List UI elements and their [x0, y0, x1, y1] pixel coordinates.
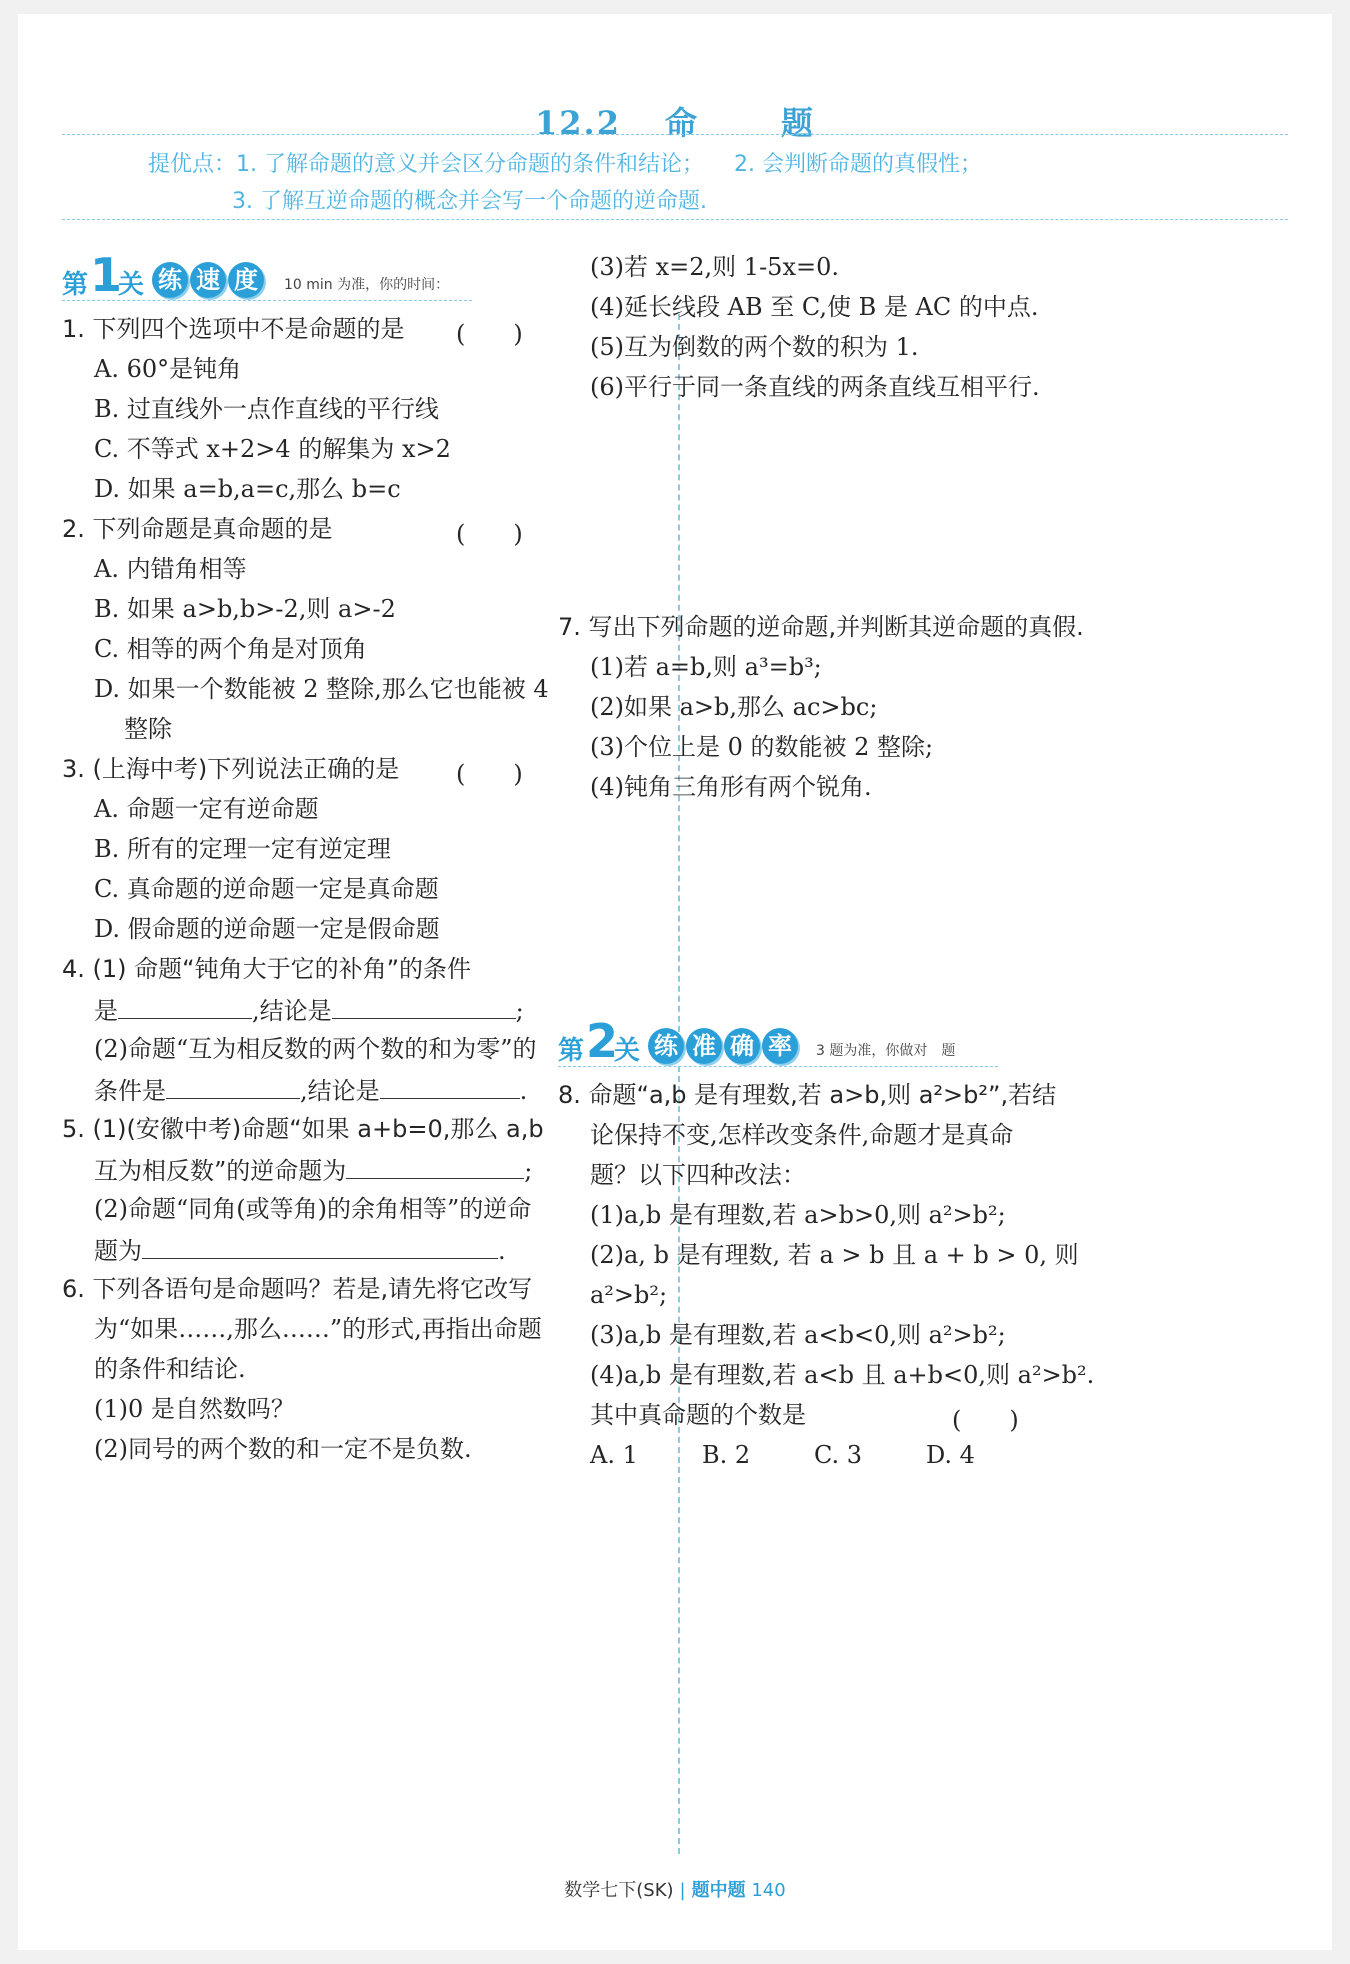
- q7-item-2: (2)如果 a>b,那么 ac>bc;: [590, 693, 878, 721]
- q4-text-d: 条件是: [94, 1077, 166, 1105]
- stage-1-bubble-3: 度: [228, 262, 264, 298]
- q5-blank-converse[interactable]: [346, 1154, 524, 1179]
- q8-option-b: B. 2: [702, 1441, 751, 1469]
- q8-option-d: D. 4: [926, 1441, 975, 1469]
- q2-option-d: D. 如果一个数能被 2 整除,那么它也能被 4: [94, 675, 549, 703]
- q6-item-1: (1)0 是自然数吗？: [94, 1395, 295, 1423]
- question-8: 8. 命题“a,b 是有理数,若 a>b,则 a²>b²”,若结: [558, 1081, 1057, 1109]
- q8-item-3: (3)a,b 是有理数,若 a<b<0,则 a²>b²;: [590, 1321, 1006, 1349]
- q4-blank-condition[interactable]: [118, 994, 252, 1019]
- question-3: 3. (上海中考)下列说法正确的是: [62, 755, 400, 783]
- page: [18, 14, 1332, 1950]
- goals-line-1: [148, 147, 982, 178]
- q6-line-3: 的条件和结论.: [94, 1355, 246, 1383]
- q1-answer-paren: ( ): [456, 320, 523, 348]
- q8-option-a: A. 1: [590, 1441, 638, 1469]
- footer-brand: 题中题: [691, 1880, 746, 1901]
- q4-line-2: [94, 994, 524, 1026]
- q5-line-3: (2)命题“同角(或等角)的余角相等”的逆命: [94, 1195, 532, 1223]
- q8-item-2: (2)a, b 是有理数, 若 a > b 且 a + b > 0, 则: [590, 1241, 1079, 1269]
- q7-item-4: (4)钝角三角形有两个锐角.: [590, 773, 872, 801]
- goals-label: 提优点：: [148, 152, 237, 177]
- q3-option-d: D. 假命题的逆命题一定是假命题: [94, 915, 440, 943]
- footer-separator: |: [679, 1880, 686, 1901]
- q5-text-d: .: [498, 1237, 506, 1265]
- q8-line-2: 论保持不变,怎样改变条件,命题才是真命: [590, 1121, 1014, 1149]
- q4-text-c: ;: [515, 997, 524, 1025]
- title-char-1: 命: [664, 104, 699, 142]
- q8-answer-paren: ( ): [952, 1406, 1019, 1434]
- q4-blank-conclusion[interactable]: [332, 994, 516, 1019]
- goals-line-2: [232, 184, 707, 215]
- q1-option-d: D. 如果 a=b,a=c,那么 b=c: [94, 475, 401, 503]
- q7-item-1: (1)若 a=b,则 a³=b³;: [590, 653, 822, 681]
- q1-option-b: B. 过直线外一点作直线的平行线: [94, 395, 439, 423]
- q4-blank-condition-2[interactable]: [166, 1074, 300, 1099]
- q1-option-a: A. 60°是钝角: [94, 355, 242, 383]
- q4-text-a: 是: [94, 997, 118, 1025]
- q6-line-2: 为“如果……,那么……”的形式,再指出命题: [94, 1315, 542, 1343]
- q1-option-c: C. 不等式 x+2>4 的解集为 x>2: [94, 435, 451, 463]
- q2-option-b: B. 如果 a>b,b>-2,则 a>-2: [94, 595, 396, 623]
- stage-1-header: [62, 248, 532, 304]
- footer-book: 数学七下(SK): [564, 1880, 674, 1901]
- page-number: 140: [751, 1880, 786, 1901]
- q3-option-b: B. 所有的定理一定有逆定理: [94, 835, 391, 863]
- q3-option-c: C. 真命题的逆命题一定是真命题: [94, 875, 439, 903]
- q4-text-e: ,结论是: [300, 1077, 380, 1105]
- question-2: 2. 下列命题是真命题的是: [62, 515, 333, 543]
- q5-text-b: ;: [524, 1157, 533, 1185]
- q2-option-d-cont: 整除: [124, 715, 172, 743]
- stage-1-underline: [62, 300, 472, 301]
- stage-2-underline: [558, 1066, 998, 1067]
- stage-2-bubble-4: 率: [762, 1028, 798, 1064]
- section-number: 12.2: [535, 104, 621, 142]
- q4-blank-conclusion-2[interactable]: [380, 1074, 520, 1099]
- goal-3: 3. 了解互逆命题的概念并会写一个命题的逆命题.: [232, 189, 707, 214]
- q4-line-3: (2)命题“互为相反数的两个数的和为零”的: [94, 1035, 537, 1063]
- title-char-2: 题: [780, 104, 815, 142]
- stage-1-hint: 10 min 为准，你的时间：: [284, 277, 450, 293]
- stage-2-suffix: 关: [614, 1036, 641, 1066]
- q7-item-3: (3)个位上是 0 的数能被 2 整除;: [590, 733, 934, 761]
- q2-option-c: C. 相等的两个角是对顶角: [94, 635, 367, 663]
- q6-item-3: (3)若 x=2,则 1-5x=0.: [590, 253, 839, 281]
- q5-line-2: [94, 1154, 532, 1186]
- q6-item-5: (5)互为倒数的两个数的积为 1.: [590, 333, 919, 361]
- question-1: 1. 下列四个选项中不是命题的是: [62, 315, 405, 343]
- stage-1-prefix: 第: [62, 270, 89, 300]
- q2-option-a: A. 内错角相等: [94, 555, 247, 583]
- q8-question: 其中真命题的个数是: [590, 1401, 806, 1429]
- stage-2-hint: 3 题为准，你做对 题: [816, 1043, 956, 1059]
- stage-2-number: 2: [586, 1014, 619, 1068]
- q8-item-4: (4)a,b 是有理数,若 a<b 且 a+b<0,则 a²>b².: [590, 1361, 1095, 1389]
- q5-text-c: 题为: [94, 1237, 142, 1265]
- page-footer: [18, 1876, 1332, 1902]
- q6-item-2: (2)同号的两个数的和一定不是负数.: [94, 1435, 472, 1463]
- question-6: 6. 下列各语句是命题吗？若是,请先将它改写: [62, 1275, 533, 1303]
- stage-1-number: 1: [90, 248, 123, 302]
- q3-option-a: A. 命题一定有逆命题: [94, 795, 319, 823]
- q8-line-3: 题？以下四种改法：: [590, 1161, 806, 1189]
- q5-text-a: 互为相反数”的逆命题为: [94, 1157, 347, 1185]
- stage-1-bubble-1: 练: [152, 262, 188, 298]
- question-4: 4. (1) 命题“钝角大于它的补角”的条件: [62, 955, 472, 983]
- goal-2: 2. 会判断命题的真假性；: [734, 152, 982, 177]
- q8-item-2-cont: a²>b²;: [590, 1281, 668, 1309]
- q8-item-1: (1)a,b 是有理数,若 a>b>0,则 a²>b²;: [590, 1201, 1006, 1229]
- question-7: 7. 写出下列命题的逆命题,并判断其逆命题的真假.: [558, 613, 1084, 641]
- page-title: [18, 98, 1332, 144]
- stage-2-prefix: 第: [558, 1036, 585, 1066]
- question-5: 5. (1)(安徽中考)命题“如果 a+b=0,那么 a,b: [62, 1115, 544, 1143]
- divider-top: [62, 134, 1288, 135]
- q4-line-4: [94, 1074, 527, 1106]
- goal-1: 1. 了解命题的意义并会区分命题的条件和结论；: [236, 152, 705, 177]
- q6-item-4: (4)延长线段 AB 至 C,使 B 是 AC 的中点.: [590, 293, 1039, 321]
- q2-answer-paren: ( ): [456, 520, 523, 548]
- stage-1-bubble-2: 速: [190, 262, 226, 298]
- q4-text-f: .: [519, 1077, 528, 1105]
- stage-2-bubble-1: 练: [648, 1028, 684, 1064]
- divider-goals: [62, 219, 1288, 220]
- stage-2-bubble-2: 准: [686, 1028, 722, 1064]
- q6-item-6: (6)平行于同一条直线的两条直线互相平行.: [590, 373, 1040, 401]
- q5-blank-converse-2[interactable]: [142, 1234, 498, 1259]
- stage-2-bubble-3: 确: [724, 1028, 760, 1064]
- q5-line-4: [94, 1234, 506, 1266]
- q4-text-b: ,结论是: [252, 997, 332, 1025]
- stage-1-suffix: 关: [118, 270, 145, 300]
- q3-answer-paren: ( ): [456, 760, 523, 788]
- stage-2-header: [558, 1014, 1028, 1070]
- q8-option-c: C. 3: [814, 1441, 863, 1469]
